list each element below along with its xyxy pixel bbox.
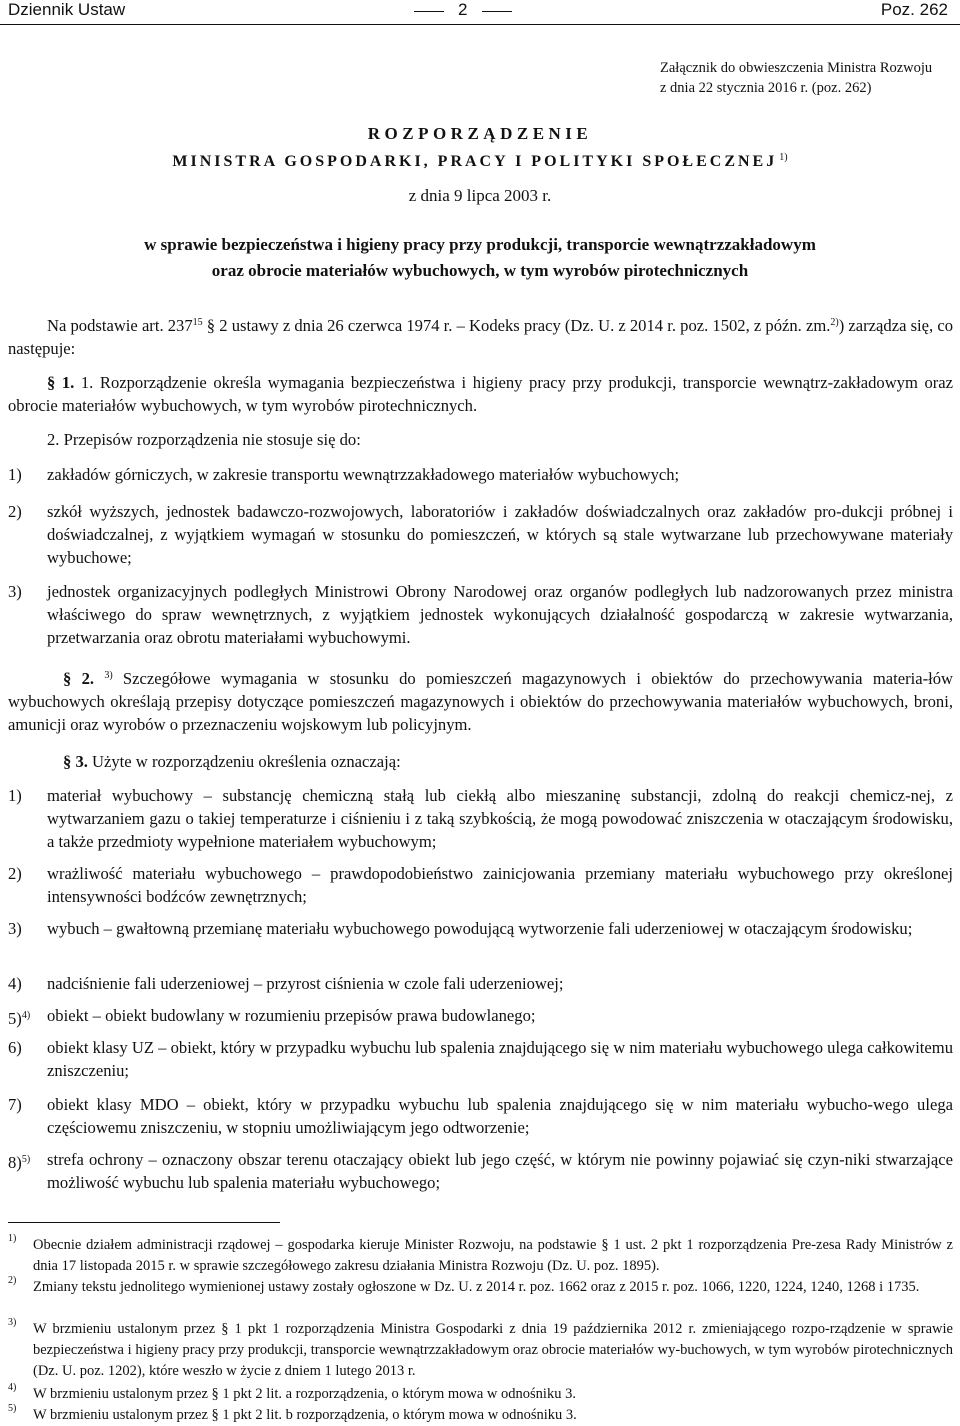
- paragraph-text: Użyte w rozporządzeniu określenia oznaczają:: [87, 752, 401, 771]
- num: 8): [8, 1153, 22, 1172]
- footnote-number: 5): [8, 1403, 17, 1414]
- definition-text: wybuch – gwałtowną przemianę materiału wybuchowego powodującą wytworzenie fali uderzeniowej w otaczającym środowisku;: [47, 919, 913, 938]
- document-date: z dnia 9 lipca 2003 r.: [408, 186, 552, 205]
- footnote-ref: 5): [21, 1154, 31, 1165]
- footnote-ref: 3): [104, 670, 113, 681]
- issuer-name: MINISTRA GOSPODARKI, PRACY I POLITYKI SPOŁECZNEJ: [172, 153, 778, 170]
- footnote-number: 2): [8, 1275, 17, 1286]
- footnote-ref: 1): [779, 152, 788, 163]
- list-item-number: 3): [8, 582, 22, 601]
- num: 1): [8, 786, 22, 805]
- superscript: 15: [192, 317, 203, 328]
- preamble-text: Na podstawie art. 237: [47, 316, 193, 335]
- num: 5): [8, 1009, 22, 1028]
- definition-text: wrażliwość materiału wybuchowego – prawdopodobieństwo zainicjowania przemiany materiału wybuchowego przy określonej intensywności bodźców zewnętrznych;: [47, 864, 953, 906]
- footnote-text: W brzmieniu ustalonym przez § 1 pkt 2 lit. b rozporządzenia, o którym mowa w odnośniku 3.: [33, 1407, 577, 1423]
- section-3-intro: [8, 750, 953, 773]
- publication-name: Dziennik Ustaw: [8, 0, 126, 19]
- definition-text: materiał wybuchowy – substancję chemiczną stałą lub ciekłą albo mieszaninę substancji, zdolną do reakcji chemicz-nej, z wytwarzaniem gazu o takiej temperaturze i ciśnieniu i z taką szybkością, że mogą powodować zniszczenia w otaczającym środowisku, a także przedmioty wypełnione materiałem wybuchowym;: [47, 786, 953, 851]
- footnote-ref: 2): [830, 317, 839, 328]
- definition-text: nadciśnienie fali uderzeniowej – przyrost ciśnienia w czole fali uderzeniowej;: [47, 974, 564, 993]
- footnote-text: Obecnie działem administracji rządowej – gospodarka kieruje Minister Rozwoju, na podstawie § 1 ust. 2 pkt 1 rozporządzenia Pre-zesa Rady Ministrów z dnia 17 listopada 2015 r. w sprawie szczegółowego zakresu działania Ministra Rozwoju (Dz. U. poz. 1895).: [33, 1237, 953, 1274]
- section-1-paragraph-1: [8, 371, 953, 417]
- section-2: [8, 664, 953, 736]
- section-label: § 3.: [63, 752, 88, 771]
- subject-line-2: oraz obrocie materiałów wybuchowych, w tym wyrobów pirotechnicznych: [211, 261, 749, 280]
- document-subject: [0, 232, 960, 284]
- section-1-paragraph-2: 2. Przepisów rozporządzenia nie stosuje się do:: [47, 430, 361, 449]
- list-item-number: 2): [8, 502, 22, 521]
- list-item-number: 6): [8, 1038, 22, 1057]
- list-item-number: 1): [8, 465, 22, 484]
- list-item-number: [8, 784, 22, 807]
- annex-line-1: Załącznik do obwieszczenia Ministra Rozwoju: [660, 60, 933, 76]
- footnote-number: 1): [8, 1233, 17, 1244]
- list-item-number: 7): [8, 1095, 22, 1114]
- paragraph-text: Rozporządzenie określa wymagania bezpieczeństwa i higieny pracy przy produkcji, transporcie wewnątrz-zakładowym oraz obrocie materiałów wybuchowych, w tym wyrobów pirotechnicznych.: [8, 373, 953, 415]
- issuer-title: [0, 152, 960, 171]
- footnote-text: W brzmieniu ustalonym przez § 1 pkt 1 rozporządzenia Ministra Gospodarki z dnia 19 października 2012 r. zmieniającego rozpo-rządzenie w sprawie bezpieczeństwa i higieny pracy przy produkcji, transporcie wewnątrzzakładowym oraz obrocie materiałów wy-buchowych, w tym wyrobów pirotechnicznych (Dz. U. poz. 1202), które weszło w życie z dniem 1 lutego 2013 r.: [33, 1321, 953, 1379]
- section-label: § 1.: [47, 373, 75, 392]
- footnote-text: W brzmieniu ustalonym przez § 1 pkt 2 lit. a rozporządzenia, o którym mowa w odnośniku 3.: [33, 1386, 576, 1402]
- annex-note: [660, 58, 932, 98]
- footnote-text: Zmiany tekstu jednolitego wymienionej ustawy zostały ogłoszone w Dz. U. z 2014 r. poz. 1662 oraz z 2015 r. poz. 1066, 1220, 1224, 1240, 1268 i 1735.: [33, 1279, 920, 1295]
- footnote-number: 3): [8, 1317, 17, 1328]
- list-item-text: jednostek organizacyjnych podległych Ministrowi Obrony Narodowej oraz organów podległych lub nadzorowanych przez ministra właściwego do spraw wewnętrznych, z wyjątkiem jednostek wykonujących działalność gospodarczą w zakresie wytwarzania, przetwarzania oraz obrotu materiałami wybuchowymi.: [47, 582, 953, 647]
- preamble-text: ) zarządza się, co następuje:: [8, 316, 953, 358]
- footnote-number: 4): [8, 1382, 17, 1393]
- footnote-ref: 4): [21, 1010, 31, 1021]
- list-item-number: 2): [8, 864, 22, 883]
- list-item-number: [8, 1148, 30, 1174]
- page-header: [0, 0, 960, 22]
- paragraph-text: Szczegółowe wymagania w stosunku do pomieszczeń magazynowych i obiektów do przechowywania materia-łów wybuchowych określają przepisy dotyczące pomieszczeń magazynowych i obiektów do przechowywania materiałów wybuchowych, broni, amunicji oraz wyrobów o przeznaczeniu wojskowym lub policyjnym.: [8, 669, 953, 734]
- definition-text: obiekt klasy UZ – obiekt, który w przypadku wybuchu lub spalenia znajdującego się w nim materiału wybuchowego ulega całkowitemu zniszczeniu;: [47, 1038, 953, 1080]
- page-number: 2: [458, 0, 468, 19]
- paragraph-number: 1.: [80, 373, 94, 392]
- list-item-number: 3): [8, 919, 22, 938]
- list-item-text: szkół wyższych, jednostek badawczo-rozwojowych, laboratoriów i zakładów doświadczalnych oraz zakładów pro-dukcji próbnej i doświadczalnej, z wyjątkiem wymagań w stosunku do pomieszczeń, w których są stale wytwarzane lub przechowywane materiały wybuchowe;: [47, 502, 953, 567]
- annex-line-2: z dnia 22 stycznia 2016 r. (poz. 262): [660, 80, 872, 96]
- definition-text: obiekt klasy MDO – obiekt, który w przypadku wybuchu lub spalenia znajdującego się w nim materiału wybucho-wego ulega częściowemu zniszczeniu, w stopniu umożliwiającym jego odtworzenie;: [47, 1095, 953, 1137]
- footnote-divider: [8, 1222, 280, 1223]
- list-item-text: zakładów górniczych, w zakresie transportu wewnątrzzakładowego materiałów wybuchowych;: [47, 465, 680, 484]
- section-label: § 2.: [63, 669, 95, 688]
- preamble-text: § 2 ustawy z dnia 26 czerwca 1974 r. – Kodeks pracy (Dz. U. z 2014 r. poz. 1502, z późn. zm.: [202, 316, 831, 335]
- definition-text: strefa ochrony – oznaczony obszar terenu otaczający obiekt lub jego część, w którym nie powinny pojawiać się czyn-niki stwarzające możliwość wybuchu lub spalenia materiału wybuchowego;: [47, 1150, 953, 1192]
- definition-text: obiekt – obiekt budowlany w rozumieniu przepisów prawa budowlanego;: [47, 1006, 536, 1025]
- preamble: [8, 311, 953, 360]
- subject-line-1: w sprawie bezpieczeństwa i higieny pracy przy produkcji, transporcie wewnątrzzakładowym: [144, 235, 816, 254]
- list-item-number: [8, 1004, 30, 1030]
- position-number: Poz. 262: [880, 0, 948, 19]
- list-item-number: 4): [8, 974, 22, 993]
- header-divider: [0, 24, 960, 25]
- document-type-title: ROZPORZĄDZENIE: [367, 124, 593, 143]
